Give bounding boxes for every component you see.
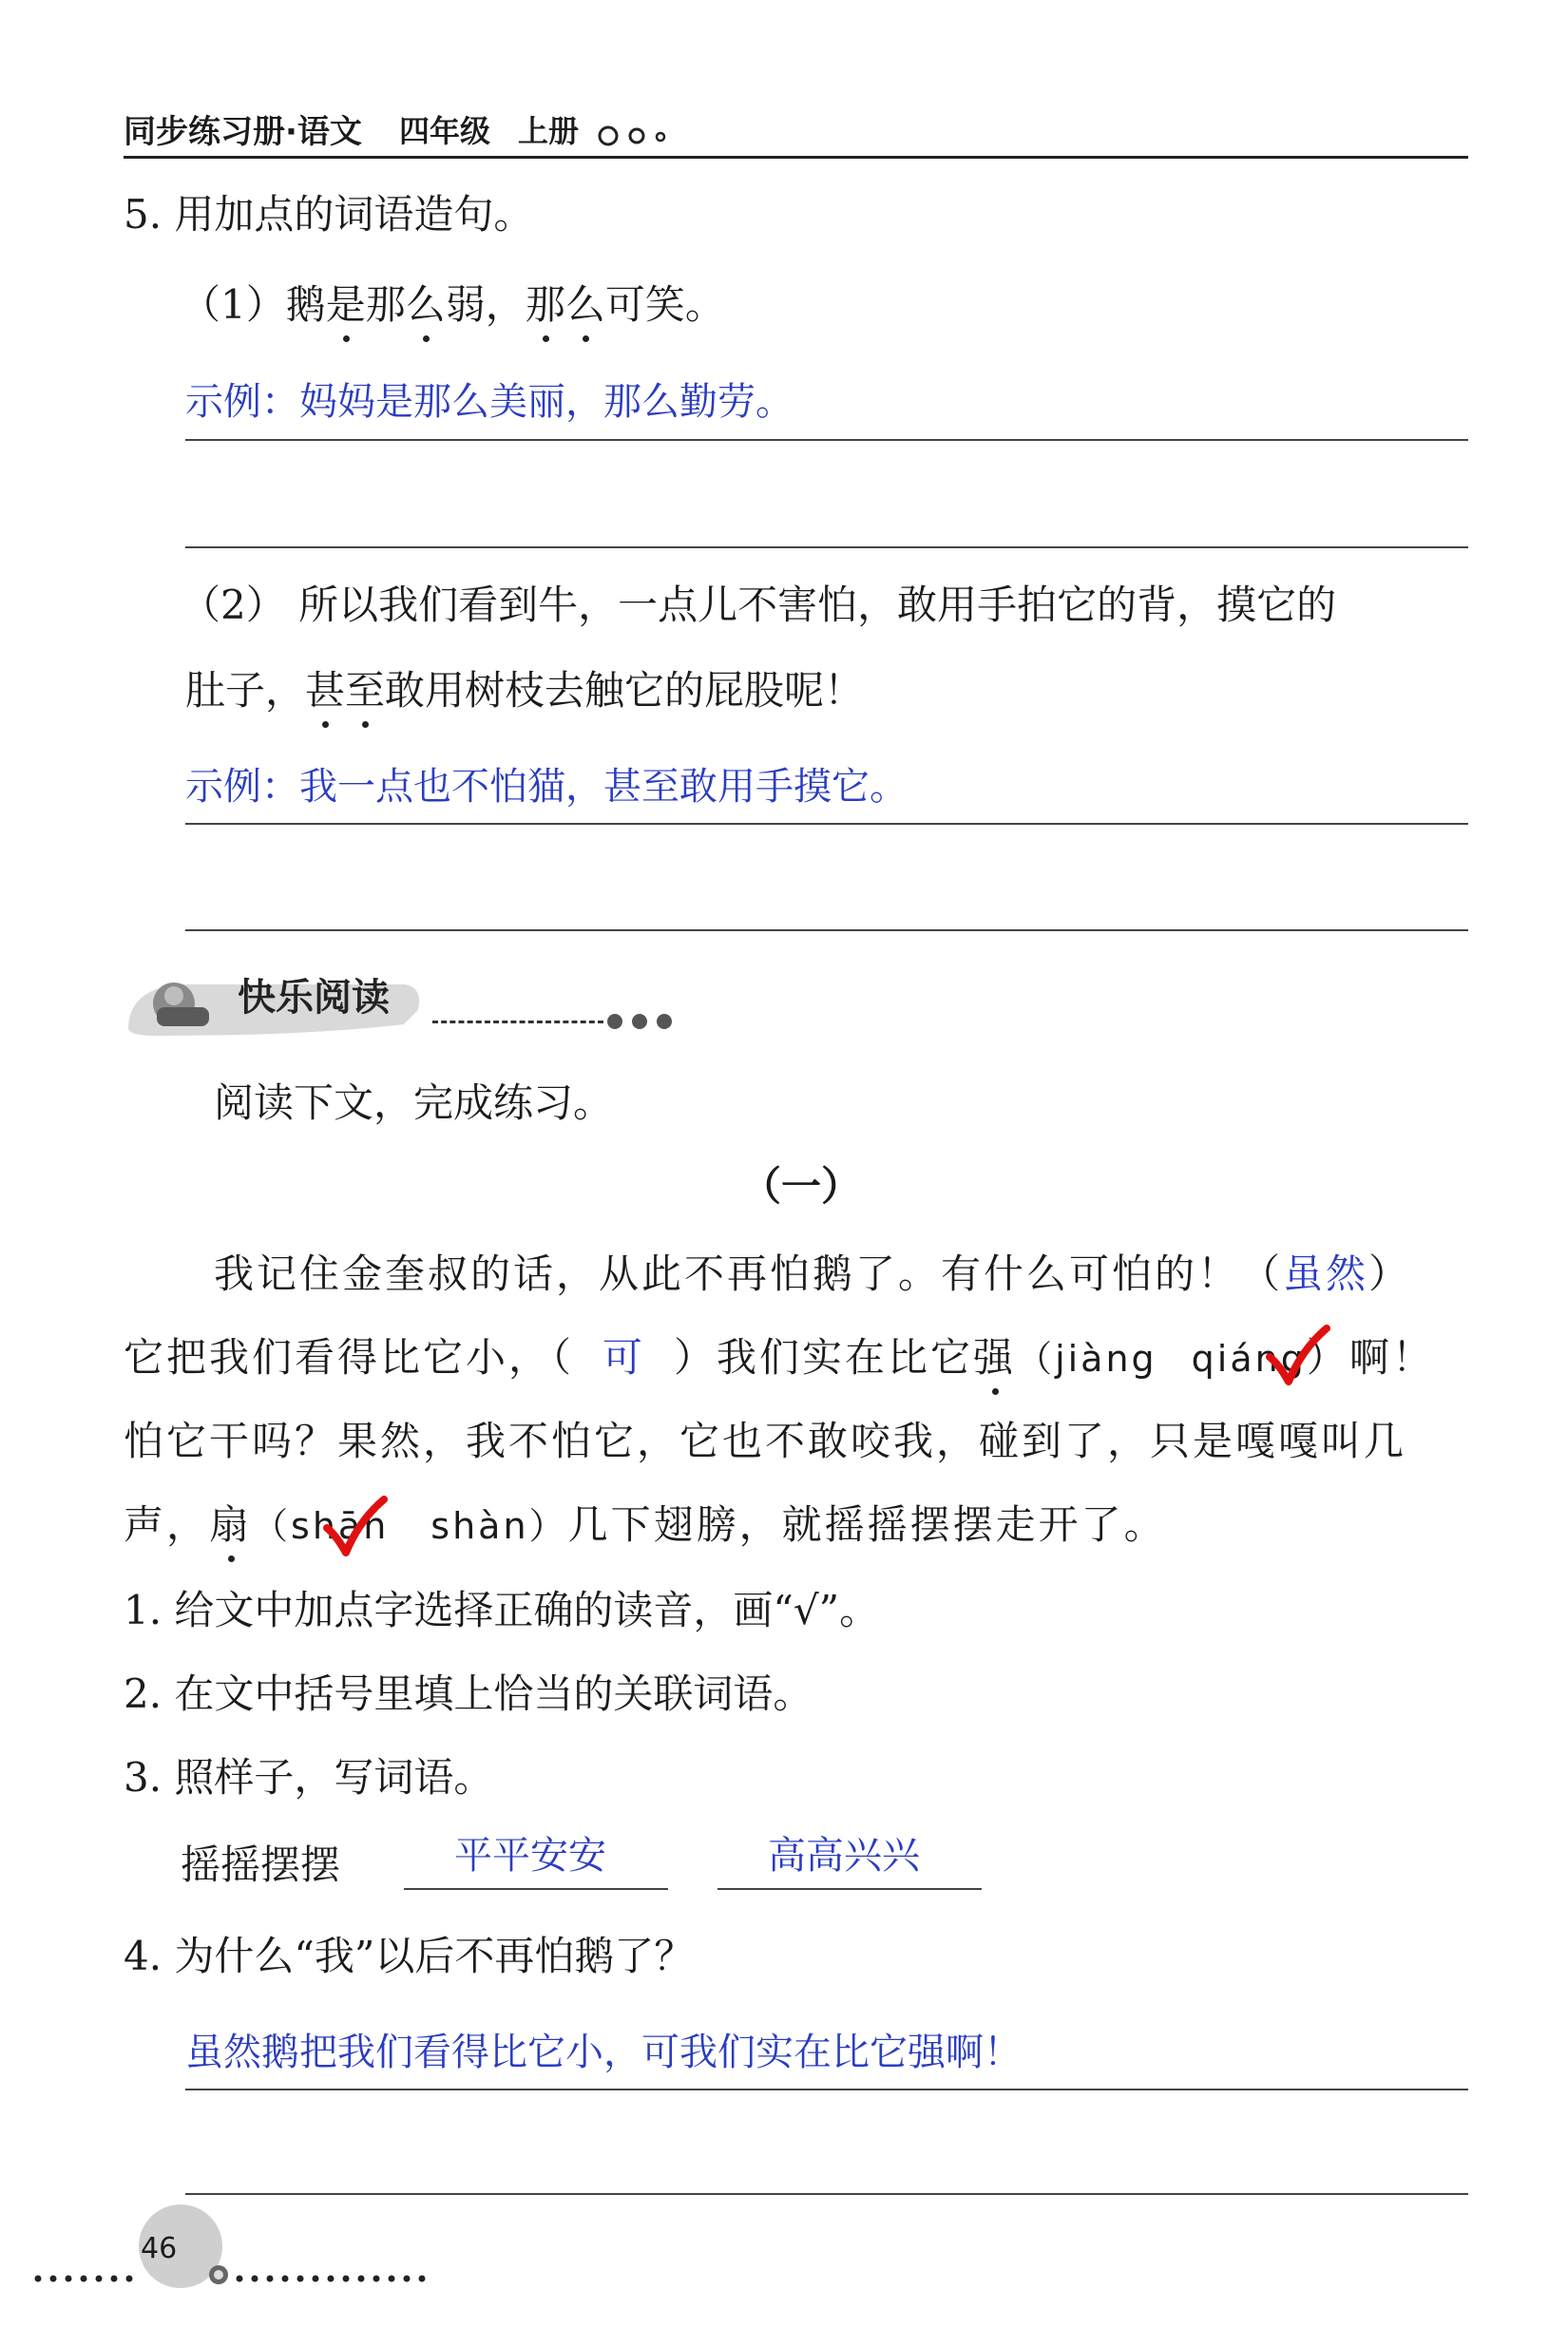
q5-s2-pre: 肚子， [185,667,306,714]
q3-answer2-line [717,1888,982,1890]
passage-dotchar-shan: 扇 [209,1501,253,1548]
section-title: 快乐阅读 [238,976,390,1020]
passage-pinyin-shan4: shàn） [430,1505,568,1547]
passage-l2-b: ）我们实在比它 [674,1334,974,1381]
check-mark-icon [321,1494,388,1560]
q5-sentence2-line2 [185,667,865,714]
q5-s1-mid1: 那 [365,281,406,328]
header-series: 同步练习册·语文 [124,113,362,151]
question-1: 1. 给文中加点字选择正确的读音，画“√”。 [124,1587,880,1633]
page-number: 46 [141,2232,178,2265]
passage-l2-end: ）啊！ [1306,1334,1435,1381]
q5-s1-mid2: 弱， [445,281,526,328]
q5-sentence2-line1: （2） 所以我们看到牛，一点儿不害怕，敢用手拍它的背，摸它的 [181,582,1337,628]
footer-decoration-icon [29,2203,428,2298]
header-circles-icon [594,122,689,150]
q5-s1-extra-line [185,546,1468,548]
q4-answer-line [185,2089,1468,2090]
q5-s1-answer-line [185,439,1468,441]
q3-answer2: 高高兴兴 [768,1834,920,1878]
passage-l4-a: 声， [124,1501,210,1548]
check-mark-icon [1264,1323,1330,1389]
passage-line1 [214,1250,1412,1297]
passage-l1-close: ） [1368,1250,1412,1297]
header-rule [124,156,1468,159]
passage-pinyin-jiang: （jiàng [1016,1338,1157,1380]
q5-s2-post: 敢用树枝去触它的屁股呢！ [385,667,865,714]
q5-s2-dot1: 甚 [305,667,346,714]
passage-blank1: 虽然 [1283,1250,1369,1297]
q5-s2-dot2: 至 [345,667,386,714]
q5-s1-pre: 鹅 [285,281,326,328]
q4-answer: 虽然鹅把我们看得比它小，可我们实在比它强啊！ [185,2031,1022,2074]
passage-blank2: 可 [602,1334,646,1381]
q5-s1-dot4: 么 [564,281,605,328]
passage-l4-end: 几下翅膀，就摇摇摆摆走开了。 [567,1501,1167,1548]
banner-dots-icon [603,1009,679,1034]
q5-s2-extra-line [185,929,1468,931]
question-4: 4. 为什么“我”以后不再怕鹅了？ [124,1933,695,1979]
q5-s2-answer-line [185,823,1468,825]
q5-s2-answer: 示例：我一点也不怕猫，甚至敢用手摸它。 [185,765,908,809]
banner-dashed-rule [432,1021,603,1023]
q3-answer1: 平平安安 [454,1834,606,1878]
q4-extra-line [185,2193,1468,2195]
passage-line3: 怕它干吗？果然，我不怕它，它也不敢咬我，碰到了，只是嘎嘎叫几 [124,1418,1407,1464]
q5-title: 5. 用加点的词语造句。 [124,191,534,238]
q5-s1-post: 可笑。 [604,281,725,328]
question-2: 2. 在文中括号里填上恰当的关联词语。 [124,1670,813,1717]
question-3: 3. 照样子，写词语。 [124,1754,494,1801]
passage-pinyin-shan1: （shān [252,1505,390,1547]
passage-l1-text: 我记住金奎叔的话，从此不再怕鹅了。有什么可怕的！（ [214,1250,1284,1297]
instruction: 阅读下文，完成练习。 [214,1079,614,1126]
header-grade: 四年级 [399,113,491,149]
q5-s1-dot3: 那 [525,281,565,328]
q3-answer1-line [404,1888,668,1890]
q5-s1-answer: 示例：妈妈是那么美丽，那么勤劳。 [185,380,794,424]
passage-pinyin-qiang: qiáng [1191,1338,1307,1380]
passage-l2-a: 它把我们看得比它小，（ [124,1334,575,1381]
q3-example: 摇摇摆摆 [181,1841,341,1888]
header-volume: 上册 [518,113,580,149]
passage-dotchar-qiang: 强 [973,1334,1017,1381]
passage-line4 [124,1501,1167,1548]
q5-s1-num: （1） [181,281,286,328]
q5-s1-dot1: 是 [325,281,366,328]
part-heading: （一） [741,1163,862,1210]
passage-line2 [124,1334,1435,1381]
q5-s1-dot2: 么 [405,281,446,328]
q5-sentence1 [181,281,725,328]
